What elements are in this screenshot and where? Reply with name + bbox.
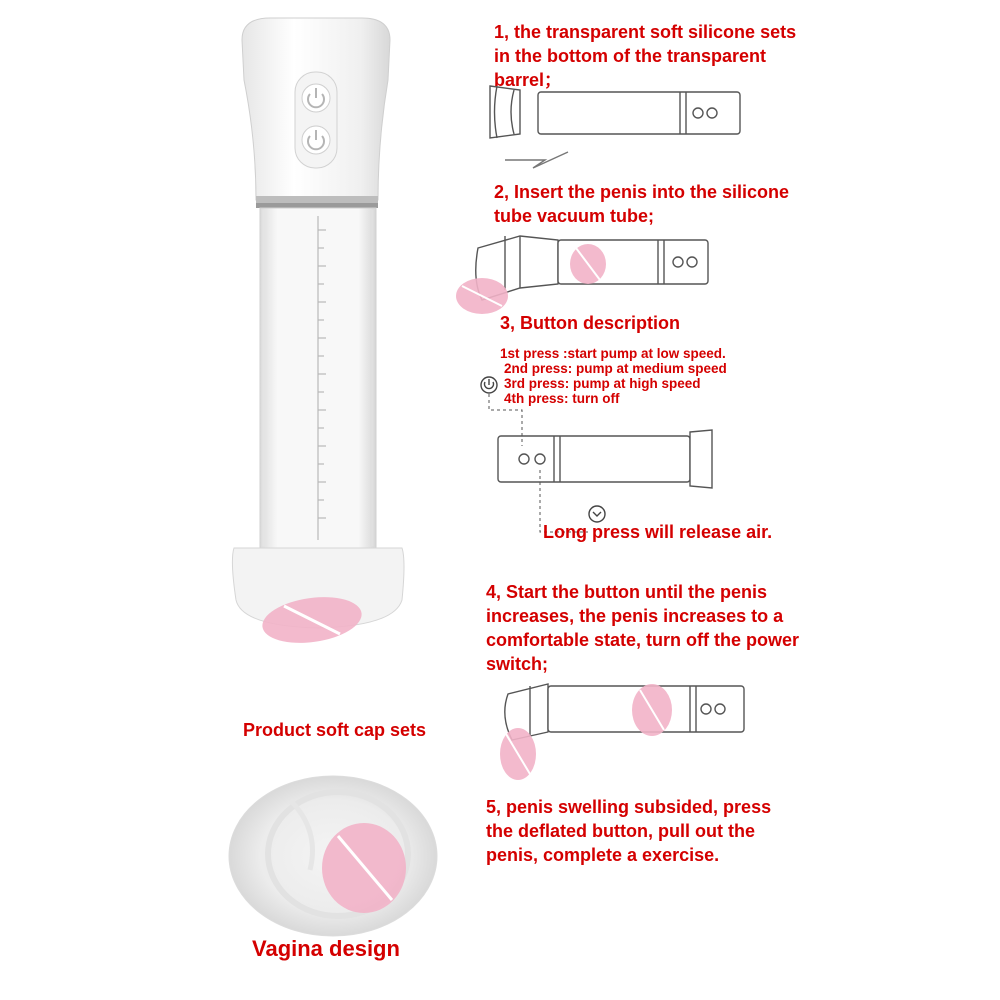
step3-title: 3, Button description bbox=[500, 313, 680, 333]
button-description-list bbox=[500, 346, 727, 406]
step5-line2: the deflated button, pull out the bbox=[486, 821, 755, 841]
step1-line1: 1, the transparent soft silicone sets bbox=[494, 22, 797, 42]
step3-diagram bbox=[498, 430, 712, 488]
step5-text bbox=[486, 795, 771, 867]
press-4: 4th press: turn off bbox=[504, 391, 620, 406]
press-3: 3rd press: pump at high speed bbox=[504, 376, 701, 391]
step4-diagram bbox=[505, 684, 744, 740]
step2-text bbox=[494, 180, 789, 228]
vagina-label: Vagina design bbox=[252, 936, 400, 961]
press-2: 2nd press: pump at medium speed bbox=[504, 361, 727, 376]
power-icon bbox=[481, 377, 497, 393]
step4-line1: 4, Start the button until the penis bbox=[486, 582, 767, 602]
step2-line2: tube vacuum tube; bbox=[494, 206, 655, 226]
step5-line3: penis, complete a exercise. bbox=[486, 845, 720, 865]
cap-label: Product soft cap sets bbox=[243, 720, 427, 740]
press-1: 1st press :start pump at low speed. bbox=[500, 346, 726, 361]
step1-diagram bbox=[490, 86, 740, 168]
step2-line1: 2, Insert the penis into the silicone bbox=[494, 182, 790, 202]
step4-line4: switch; bbox=[486, 654, 549, 674]
step4-text bbox=[486, 580, 799, 676]
step1-text bbox=[494, 20, 796, 92]
step1-line2: in the bottom of the transparent bbox=[494, 46, 766, 66]
long-press-text: Long press will release air. bbox=[543, 522, 773, 542]
step5-line1: 5, penis swelling subsided, press bbox=[486, 797, 772, 817]
release-icon bbox=[589, 506, 605, 522]
step4-line3: comfortable state, turn off the power bbox=[486, 630, 800, 650]
step4-line2: increases, the penis increases to a bbox=[486, 606, 784, 626]
step1-line3: barrel； bbox=[494, 70, 563, 90]
